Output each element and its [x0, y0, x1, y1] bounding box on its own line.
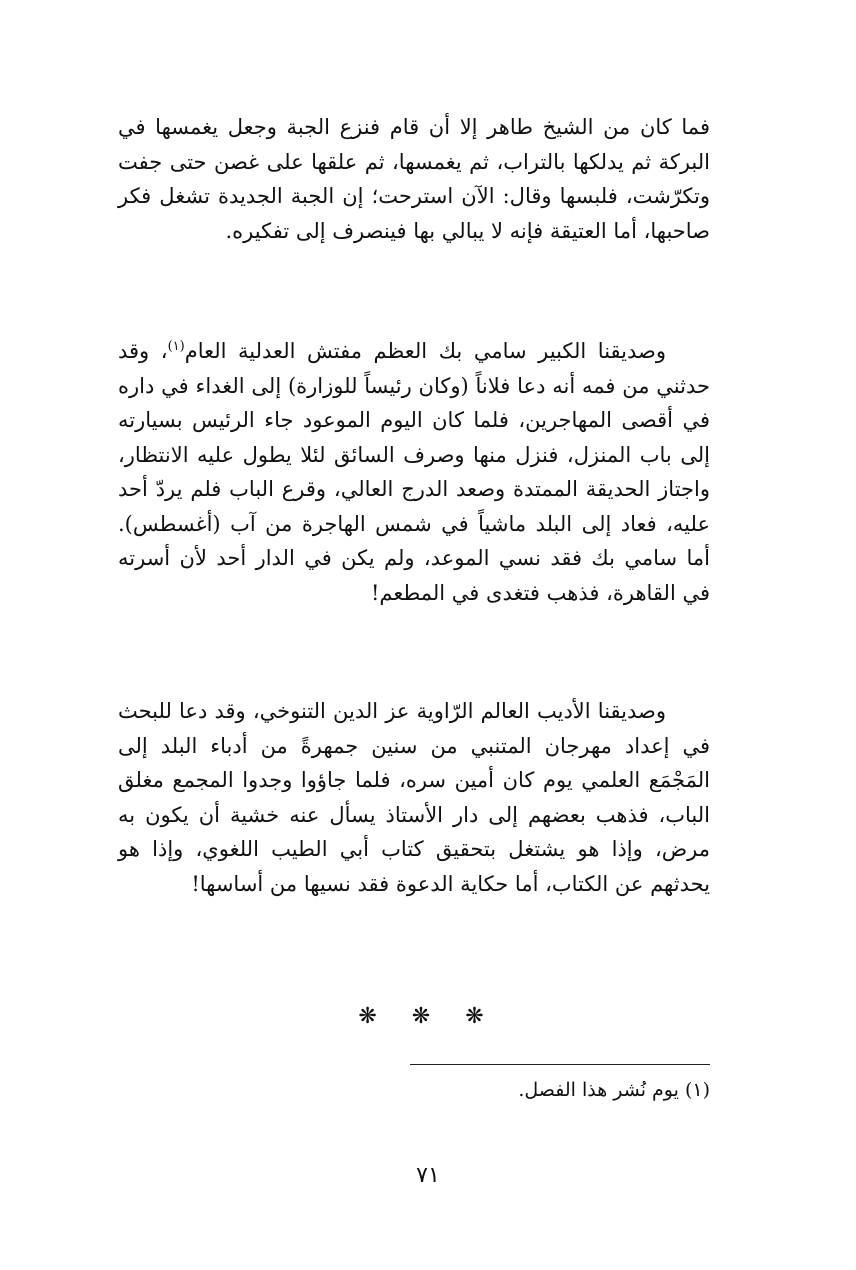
footnote: (١) يوم نُشر هذا الفصل. — [518, 1079, 710, 1101]
footnote-reference: (١) — [167, 339, 185, 354]
footnote-divider — [410, 1064, 710, 1065]
paragraph-2-rest: ، وقد حدثني من فمه أنه دعا فلاناً (وكان رئيساً للوزارة) إلى الغداء في داره في أقصى المهاجرين، فلما كان اليوم الموعود جاء الرئيس بسيارته إلى باب المنزل، فنزل منها وصرف السائق لئلا يطول عليه الانتظار، واجتاز الحديقة الممتدة وصعد الدرج العالي، وقرع الباب فلم يردّ أحد عليه، فعاد إلى البلد ماشياً في شمس الهاجرة من آب (أغسطس). أما سامي بك فقد نسي الموعد، ولم يكن في الدار أحد لأن أسرته في القاهرة، فذهب فتغدى في المطعم! — [118, 339, 710, 605]
paragraph-2-start: وصديقنا الكبير سامي بك العظم مفتش العدلية العام — [184, 339, 667, 363]
paragraph-2 — [118, 334, 710, 610]
page-number: ٧١ — [416, 1163, 440, 1188]
section-separator: ❋ ❋ ❋ — [358, 1004, 498, 1029]
paragraph-3: وصديقنا الأديب العالم الرّاوية عز الدين التنوخي، وقد دعا للبحث في إعداد مهرجان المتنبي من سنين جمهرةً من أدباء البلد إلى المَجْمَع العلمي يوم كان أمين سره، فلما جاؤوا وجدوا المجمع مغلق الباب، فذهب بعضهم إلى دار الأستاذ يسأل عنه خشية أن يكون به مرض، وإذا هو يشتغل بتحقيق كتاب أبي الطيب اللغوي، وإذا هو يحدثهم عن الكتاب، أما حكاية الدعوة فقد نسيها من أساسها! — [118, 699, 710, 896]
paragraph-1: فما كان من الشيخ طاهر إلا أن قام فنزع الجبة وجعل يغمسها في البركة ثم يدلكها بالتراب، ثم يغمسها، ثم علقها على غصن حتى جفت وتكرّشت، فلبسها وقال: الآن استرحت؛ إن الجبة الجديدة تشغل فكر صاحبها، أما العتيقة فإنه لا يبالي بها فينصرف إلى تفكيره. — [118, 115, 710, 243]
